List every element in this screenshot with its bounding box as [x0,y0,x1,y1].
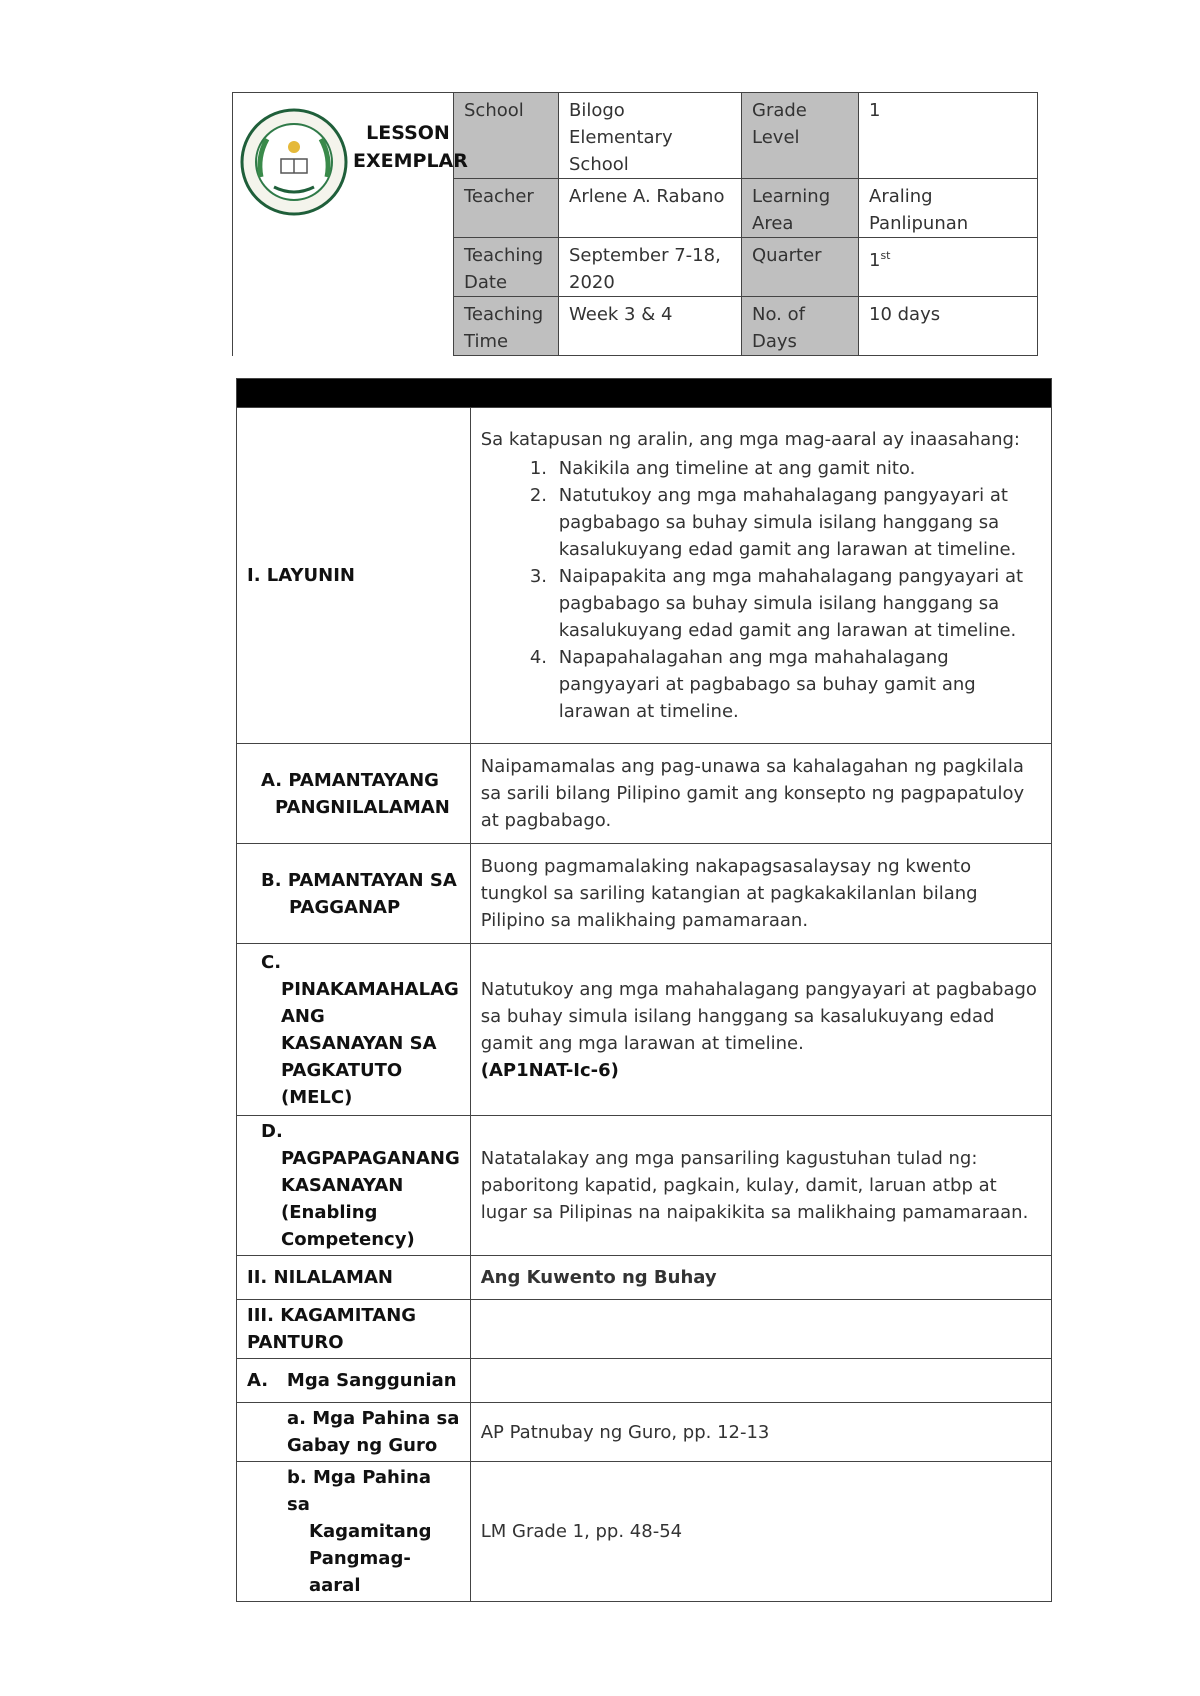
nilalaman-label: II. NILALAMAN [237,1256,471,1300]
sanggunian-value [470,1359,1051,1403]
melc-value [470,944,1051,1116]
layunin-label: I. LAYUNIN [237,408,471,744]
quarter-label: Quarter [742,238,859,297]
row-sanggunian [237,1359,1052,1403]
nilalaman-value: Ang Kuwento ng Buhay [470,1256,1051,1300]
teacher-value: Arlene A. Rabano [559,179,742,238]
school-label: School [454,93,559,179]
school-value: Bilogo Elementary School [559,93,742,179]
kagamitan-value [470,1300,1051,1359]
row-layunin [237,408,1052,744]
row-melc [237,944,1052,1116]
quarter-value: 1st [859,238,1038,297]
school-seal-icon [239,107,349,217]
layunin-value [470,408,1051,744]
teaching-time-label: Teaching Time [454,297,559,356]
layunin-list [481,455,1041,725]
teaching-date-label: Teaching Date [454,238,559,297]
melc-code: (AP1NAT-Ic-6) [480,1059,619,1081]
list-item: 3. Naipapakita ang mga mahahalagang pangyayari at pagbabago sa buhay simula isilang hanggang sa kasalukuyang edad gamit ang larawan at timeline. [553,563,1041,644]
row-gabay [237,1403,1052,1462]
no-of-days-label: No. of Days [742,297,859,356]
logo-cell [233,93,468,356]
grade-level-label: Grade Level [742,93,859,179]
row-enabling [237,1116,1052,1256]
pamantayang-pangnilalaman-label: A. PAMANTAYANG PANGNILALAMAN [237,744,471,844]
learning-area-value: Araling Panlipunan [859,179,1038,238]
list-item: 2. Natutukoy ang mga mahahalagang pangyayari at pagbabago sa buhay simula isilang hanggang sa kasalukuyang edad gamit ang larawan at timeline. [553,482,1041,563]
teaching-date-value: September 7-18, 2020 [559,238,742,297]
row-kagamitang-pangmag-aaral [237,1462,1052,1602]
row-kagamitan [237,1300,1052,1359]
row-pamantayang-pangnilalaman [237,744,1052,844]
no-of-days-value: 10 days [859,297,1038,356]
pamantayang-pangnilalaman-value: Naipamamalas ang pag-unawa sa kahalagahan ng pagkilala sa sarili bilang Pilipino gamit ang konsepto ng pagpapatuloy at pagbabago. [470,744,1051,844]
header-table [232,92,1038,356]
enabling-label: D. PAGPAPAGANANG KASANAYAN (Enabling Competency) [237,1116,471,1256]
melc-label: C. PINAKAMAHALAG ANG KASANAYAN SA PAGKATUTO (MELC) [237,944,471,1116]
enabling-value: Natatalakay ang mga pansariling kagustuhan tulad ng: paboritong kapatid, pagkain, kulay, damit, laruan atbp at lugar sa Pilipinas na naipakikita sa malikhaing pamamaraan. [470,1116,1051,1256]
kagamitang-pangmag-aaral-label: b. Mga Pahina sa Kagamitang Pangmag-aaral [237,1462,471,1602]
row-nilalaman [237,1256,1052,1300]
grade-level-value: 1 [859,93,1038,179]
sanggunian-label: A. Mga Sanggunian [237,1359,471,1403]
document-title: LESSON EXEMPLAR [353,122,468,172]
layunin-intro: Sa katapusan ng aralin, ang mga mag-aaral ay inaasahang: [480,429,1020,450]
list-item: 4. Napapahalagahan ang mga mahahalagang pangyayari at pagbabago sa buhay gamit ang larawan at timeline. [553,644,1041,725]
melc-text: Natutukoy ang mga mahahalagang pangyayari at pagbabago sa buhay simula isilang hanggang sa kasalukuyang edad gamit ang mga larawan at timeline. [480,978,1037,1054]
row-pamantayan-sa-pagganap [237,844,1052,944]
gabay-label: a. Mga Pahina sa Gabay ng Guro [237,1403,471,1462]
teacher-label: Teacher [454,179,559,238]
kagamitang-pangmag-aaral-value: LM Grade 1, pp. 48-54 [470,1462,1051,1602]
teaching-time-value: Week 3 & 4 [559,297,742,356]
learning-area-label: Learning Area [742,179,859,238]
gabay-value: AP Patnubay ng Guro, pp. 12-13 [470,1403,1051,1462]
pamantayan-sa-pagganap-label: B. PAMANTAYAN SA PAGGANAP [237,844,471,944]
kagamitan-label: III. KAGAMITANG PANTURO [237,1300,471,1359]
pamantayan-sa-pagganap-value: Buong pagmamalaking nakapagsasalaysay ng kwento tungkol sa sariling katangian at pagkakakilanlan bilang Pilipino sa malikhaing pamamaraan. [470,844,1051,944]
lesson-table [236,378,1052,1602]
list-item: 1. Nakikila ang timeline at ang gamit nito. [553,455,1041,482]
black-header-bar [237,379,1052,408]
